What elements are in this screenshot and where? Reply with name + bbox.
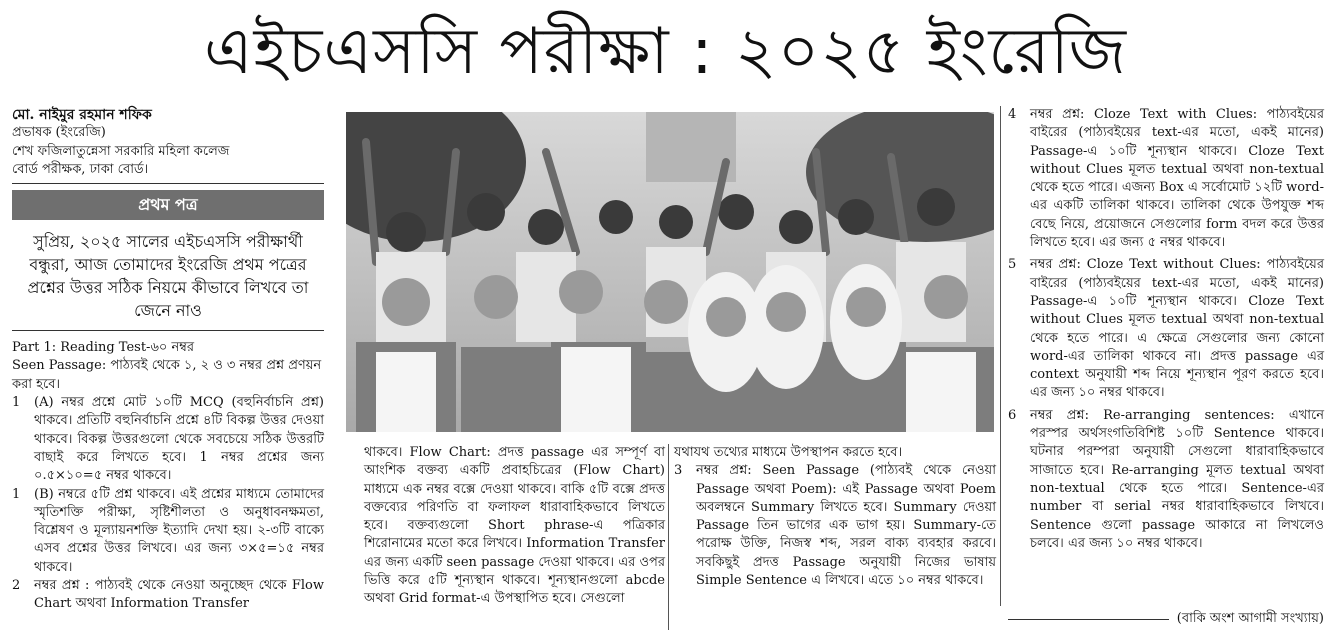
column-2: [364, 444, 665, 609]
list-item: [1008, 407, 1324, 553]
column-divider: [668, 444, 669, 630]
column-3: [674, 444, 996, 590]
item-number: 3: [674, 463, 683, 479]
list-item: [12, 394, 324, 485]
item-number: 1: [12, 395, 21, 411]
item-text: (A) নম্বর প্রশ্নে মোট ১০টি MCQ (বহুনির্বাচনি প্রশ্ন) থাকবে। প্রতিটি বহুনির্বাচনি প্রশ্নে ৪টি বিকল্প উত্তর দেওয়া থাকবে। বিকল্প উত্তরগুলো থেকে সবচেয়ে সঠিক উত্তরটি বাছাই করে লিখতে হবে। 1 নম্বর প্রশ্নের জন্য ০.৫×১০=৫ নম্বর থাকবে।: [34, 395, 324, 484]
list-item: [12, 486, 324, 577]
item-number: 6: [1008, 407, 1017, 423]
item-number: 1: [12, 486, 21, 502]
item-number: 2: [12, 578, 21, 594]
section-label: প্রথম পত্র: [12, 190, 324, 220]
flow-chart-text: থাকবে। Flow Chart: প্রদত্ত passage এর সম্পূর্ণ বা আংশিক বক্তব্য একটি প্রবাহচিত্রের (Flow Chart) মাধ্যমে এক নম্বর বক্সে দেওয়া থাকবে। বাকি ৫টি বক্সে প্রদত্ত বক্তব্যের পরিণতি বা ফলাফল ধারাবাহিকভাবে লিখতে হবে। বক্তব্যগুলো Short phrase-এ পত্রিকার শিরোনামের মতো করে লিখবে। Information Transfer এর জন্য একটি seen passage দেওয়া থাকবে। এর ওপর ভিত্তি করে ৫টি শূন্যস্থান থাকবে। শূন্যস্থানগুলো abcde অথবা Grid format-এ উপস্থাপিত হবে। সেগুলো: [364, 445, 665, 607]
item-number: 4: [1008, 107, 1017, 122]
item-number: 5: [1008, 257, 1017, 273]
item-text: নম্বর প্রশ্ন: Cloze Text without Clues: পাঠ্যবইয়ের বাইরের (পাঠ্যবইয়ের text-এর মতো, একই মানের) Passage-এ ১০টি শূন্যস্থান থাকবে। Cloze Text without Clues মূলত textual অথবা non-textual থেকে হতে পারে। এ ক্ষেত্রে সেগুলোর জন্য কোনো word-এর তালিকা থাকবে না। প্রদত্ত passage এর context অনুযায়ী শব্দ নিয়ে শূন্যস্থান পূরণ করতে হবে। এর জন্য ১০ নম্বর থাকবে।: [1030, 257, 1324, 401]
divider: [12, 183, 324, 184]
item-text: নম্বর প্রশ্ন: Cloze Text with Clues: পাঠ্যবইয়ের বাইরের (পাঠ্যবইয়ের text-এর মতো, একই মানের) Passage-এ ১০টি শূন্যস্থান থাকবে। Cloze Text without Clues মূলত textual অথবা non-textual থেকে হতে পারে। এজন্য Box এ সর্বোমোট ১২টি word-এর একটি তালিকা থাকবে। তালিকা থেকে উপযুক্ত শব্দ বেছে নিয়ে, প্রয়োজনে সেগুলোর form বদল করে উত্তর লিখতে হবে। এর জন্য ৫ নম্বর থাকবে।: [1030, 107, 1324, 251]
continued-text: যথাযথ তথ্যের মাধ্যমে উপস্থাপন করতে হবে।: [674, 445, 903, 460]
continued-note: (বাকি অংশ আগামী সংখ্যায়): [1176, 611, 1324, 626]
column-1: [12, 106, 324, 614]
item-text: নম্বর প্রশ্ন: Seen Passage (পাঠ্যবই থেকে নেওয়া Passage অথবা Poem): এই Passage অথবা Poem অবলম্বনে Summary লিখতে হবে। Summary দেওয়া Passage তিন ভাগের এক ভাগ হয়। Summary-তে পরোক্ষ উক্তি, নিজস্ব শব্দ, সরল বাক্য ব্যবহার করবে। সবকিছুই প্রদত্ত Passage অনুযায়ী নিজের ভাষায় Simple Sentence এ লিখবে। এতে ১০ নম্বর থাকবে।: [696, 463, 996, 589]
group-photo-illustration: [346, 112, 994, 432]
author-college: শেখ ফজিলাতুন্নেসা সরকারি মহিলা কলেজ: [12, 143, 230, 159]
item-text: (B) নম্বরে ৫টি প্রশ্ন থাকবে। এই প্রশ্নের মাধ্যমে তোমাদের স্মৃতিশক্তি পরীক্ষা, সৃষ্টিশীলতা ও অনুধাবনক্ষমতা, বিশ্লেষণ ও মূল্যায়নশক্তি ইত্যাদি দেখা হয়। ২-৩টি বাক্যে এসব প্রশ্নের উত্তর লিখবে। এর জন্য ৩×৫=১৫ নম্বর থাকবে।: [34, 486, 324, 575]
list-item: [1008, 106, 1324, 252]
seen-passage-note: Seen Passage: পাঠ্যবই থেকে ১, ২ ও ৩ নম্বর প্রশ্ন প্রণয়ন করা হবে।: [12, 358, 322, 392]
part1-title: Part 1: Reading Test-৬০ নম্বর: [12, 340, 195, 356]
item-text: নম্বর প্রশ্ন: Re-arranging sentences: এখানে পরস্পর অর্থসংগতিবিশিষ্ট ১০টি Sentence থাকবে। ঘটনার পরম্পরা অনুযায়ী সেগুলো ধারাবাহিকভাবে সাজাতে হবে। Re-arranging মূলত textual অথবা non-textual থেকে হতে পারে। Sentence-এর number বা serial নম্বর ধারাবাহিকভাবে লিখবে। Sentence গুলো passage আকারে না লিখলেও চলবে। এর জন্য ১০ নম্বর থাকবে।: [1030, 407, 1324, 551]
column-4: [1008, 106, 1324, 553]
item-text: নম্বর প্রশ্ন : পাঠ্যবই থেকে নেওয়া অনুচ্ছেদ থেকে Flow Chart অথবা Information Transfer: [34, 578, 324, 612]
divider: [12, 330, 324, 331]
headline: এইচএসসি পরীক্ষা : ২০২৫ ইংরেজি: [203, 15, 1128, 89]
author-title: প্রভাষক (ইংরেজি): [12, 125, 106, 141]
list-item: [1008, 256, 1324, 402]
intro-text: সুপ্রিয়, ২০২৫ সালের এইচএসসি পরীক্ষার্থী বন্ধুরা, আজ তোমাদের ইংরেজি প্রথম পত্রের প্রশ্নের উত্তর সঠিক নিয়মে কীভাবে লিখবে তা জেনে নাও: [27, 232, 309, 321]
continued-footnote: [1008, 610, 1324, 628]
group-photo: [346, 112, 994, 432]
column-divider: [1000, 106, 1001, 606]
divider: [1008, 619, 1169, 620]
list-item: [12, 577, 324, 614]
author-board: বোর্ড পরীক্ষক, ঢাকা বোর্ড।: [12, 161, 149, 177]
list-item: [674, 462, 996, 590]
author-name: মো. নাইমুর রহমান শফিক: [12, 107, 152, 123]
